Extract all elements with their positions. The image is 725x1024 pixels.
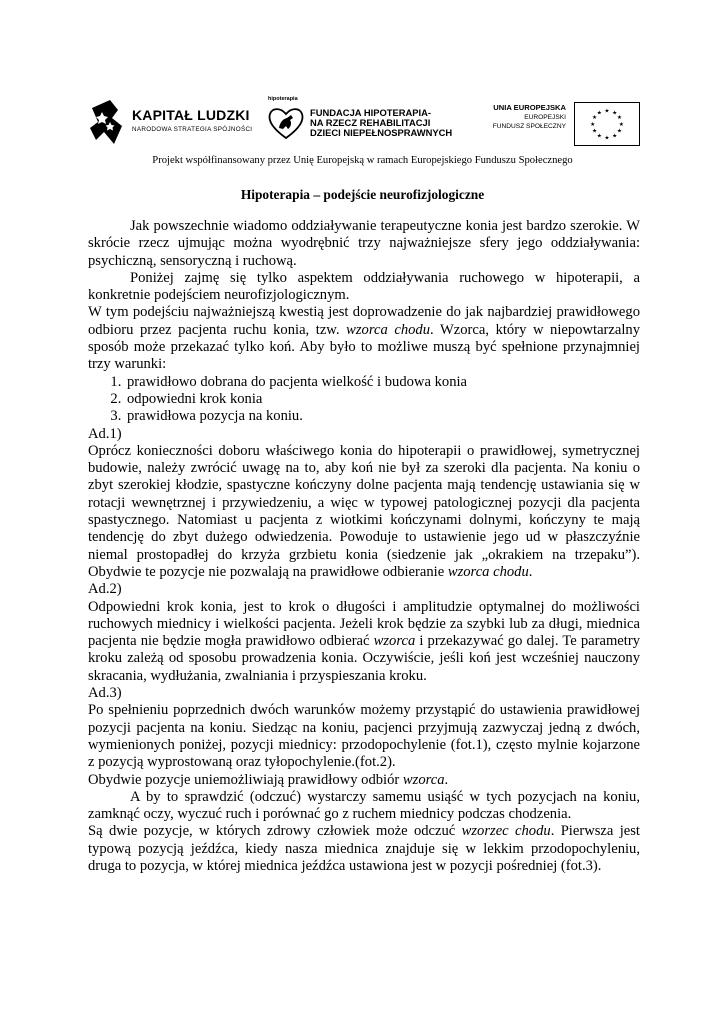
section-label-ad3: Ad.3) xyxy=(88,685,122,702)
section-label-ad1: Ad.1) xyxy=(88,425,122,442)
list-item: 1. prawidłowo dobrana do pacjenta wielkość i budowa konia xyxy=(125,374,640,391)
section-label-ad2: Ad.2) xyxy=(88,581,122,598)
fundacja-name xyxy=(310,108,452,138)
fundacja-line-2: NA RZECZ REHABILITACJI xyxy=(310,117,431,128)
horse-heart-icon xyxy=(266,104,306,140)
svg-text:★: ★ xyxy=(618,121,624,128)
svg-text:★: ★ xyxy=(590,121,596,128)
paragraph-approach xyxy=(88,304,640,373)
eu-line-2: FUNDUSZ SPOŁECZNY xyxy=(492,123,566,130)
paragraph-two-positions xyxy=(88,823,640,875)
list-item: 3. prawidłowa pozycja na koniu. xyxy=(125,408,640,425)
paragraph-check: A by to sprawdzić (odczuć) wystarczy samemu usiąść w tych pozycjach na koniu, zamknąć oczy, wyczuć ruch i porównać go z ruchem miednicy podczas chodzenia. xyxy=(88,788,640,823)
eu-title: UNIA EUROPEJSKA xyxy=(493,103,566,112)
eu-line-1: EUROPEJSKI xyxy=(524,114,566,121)
emphasis: wzorca chodu xyxy=(346,321,431,338)
emphasis: wzorzec chodu xyxy=(461,823,551,840)
document-title: Hipoterapia – podejście neurofizjologiczne xyxy=(240,187,485,202)
fundacja-small-label: hipoterapia xyxy=(268,96,298,102)
conditions-list xyxy=(88,374,640,426)
text: Odpowiedni krok konia, jest to krok o długości i amplitudzie optymalnej do możliwości ruchowych miednicy i wielkości pacjenta. Jeżeli krok będzie za szybki lub za długi, miednica pacjenta nie będzie mogła prawidłowo odbierać xyxy=(88,598,640,650)
text: . Pierwsza jest typową pozycją jeźdźca, kiedy nasza miednica znajduje się w lekkim przodopochyleniu, druga to pozycja, w której miednica jeźdźca ustawiona jest w pozycji pośredniej (fot.3). xyxy=(88,823,640,874)
text: Są dwie pozycje, w których zdrowy człowiek może odczuć xyxy=(88,823,462,840)
emphasis: wzorca chodu xyxy=(447,563,529,580)
fundacja-line-1: FUNDACJA HIPOTERAPIA- xyxy=(310,107,432,118)
kapital-ludzki-emblem-icon xyxy=(88,98,126,146)
paragraph-ad3: Po spełnieniu poprzednich dwóch warunków możemy przystąpić do ustawienia prawidłowej pozycji pacjenta na koniu. Siedząc na koniu, pacjenci przyjmują zazwyczaj jedną z dwóch, wymienionych poniżej, pozycji miednicy: przodopochylenie (fot.1), często mylnie kojarzone z pozycją wyprostowaną oraz tyłopochylenie.(fot.2). xyxy=(88,702,640,771)
svg-text:★: ★ xyxy=(612,133,618,140)
paragraph-both-positions xyxy=(88,772,640,789)
kapital-ludzki-subtitle: NARODOWA STRATEGIA SPÓJNOŚCI xyxy=(132,126,253,133)
eu-text xyxy=(493,102,566,131)
text: . Wzorca, który w niepowtarzalny sposób może przekazać tylko koń. Aby było to możliwe muszą być spełnione przynajmniej trzy warunki: xyxy=(88,321,641,373)
paragraph-ad1 xyxy=(88,443,640,581)
emphasis: wzorca xyxy=(402,771,445,788)
eu-flag-icon xyxy=(574,102,640,146)
paragraph-intro: Jak powszechnie wiadomo oddziaływanie terapeutyczne konia jest bardzo szerokie. W skrócie rzecz ujmując można wyodrębnić trzy najważniejsze sfery jego oddziaływania: psychiczną, sensoryczną i ruchową. xyxy=(88,218,640,269)
svg-text:★: ★ xyxy=(612,110,618,117)
eu-logo xyxy=(474,102,640,146)
svg-text:★: ★ xyxy=(596,133,602,140)
paragraph-aspect: Poniżej zajmę się tylko aspektem oddziaływania ruchowego w hipoterapii, a konkretnie podejściem neurofizjologicznym. xyxy=(88,269,640,304)
text: . xyxy=(444,771,449,788)
svg-text:★: ★ xyxy=(604,108,610,115)
svg-text:★: ★ xyxy=(604,135,610,142)
svg-text:★: ★ xyxy=(592,128,598,135)
kapital-ludzki-title: KAPITAŁ LUDZKI xyxy=(132,107,250,123)
text: . xyxy=(528,563,533,580)
paragraph-ad2 xyxy=(88,599,640,685)
cofinancing-caption: Projekt współfinansowany przez Unię Europejską w ramach Europejskiego Funduszu Społecznego xyxy=(152,155,573,166)
kapital-ludzki-logo xyxy=(88,98,258,146)
fundacja-line-3: DZIECI NIEPEŁNOSPRAWNYCH xyxy=(310,127,453,138)
text: Oprócz konieczności doboru właściwego konia do hipoterapii o prawidłowej, symetrycznej budowie, należy zwrócić uwagę na to, aby koń nie był za szeroki dla pacjenta. Na koniu o zbyt szerokiej kłodzie, spastyczne kończyny dolne pacjenta mają tendencję ustawiania się w rotacji wewnętrznej i przywiedzeniu, a więc w typowej patologicznej pozycji dla pacjenta spastycznego. Natomiast u pacjenta z wiotkimi kończynami dolnymi, kończyny te mają tendencję do zbyt dużego odwiedzenia. Powoduje to ustawienie jego ud w płaszczyźnie niemal prostopadłej do krzyża grzbietu konia (siedzenie jak „okrakiem na trzepaku”). Obydwie te pozycje nie pozwalają na prawidłowe odbieranie xyxy=(88,442,640,580)
header-logos xyxy=(88,96,640,148)
document-body xyxy=(88,218,640,875)
svg-text:★: ★ xyxy=(596,110,602,117)
emphasis: wzorca xyxy=(373,633,416,650)
svg-text:★: ★ xyxy=(616,128,622,135)
fundacja-logo xyxy=(266,96,466,148)
text: Obydwie pozycje uniemożliwiają prawidłowy odbiór xyxy=(88,771,403,788)
text: i przekazywać go dalej. Te parametry kroku zależą od sposobu prowadzenia konia. Oczywiście, jeśli koń jest wcześniej nauczony skracania, wydłużania, zwalniania i przyspieszania kroku. xyxy=(88,633,640,684)
text: W tym podejściu najważniejszą kwestią jest doprowadzenie do jak najbardziej prawidłowego odbioru przez pacjenta ruchu konia, tzw. xyxy=(88,304,640,338)
svg-text:★: ★ xyxy=(592,115,598,122)
list-item: 2. odpowiedni krok konia xyxy=(125,391,640,408)
svg-text:★: ★ xyxy=(616,115,622,122)
